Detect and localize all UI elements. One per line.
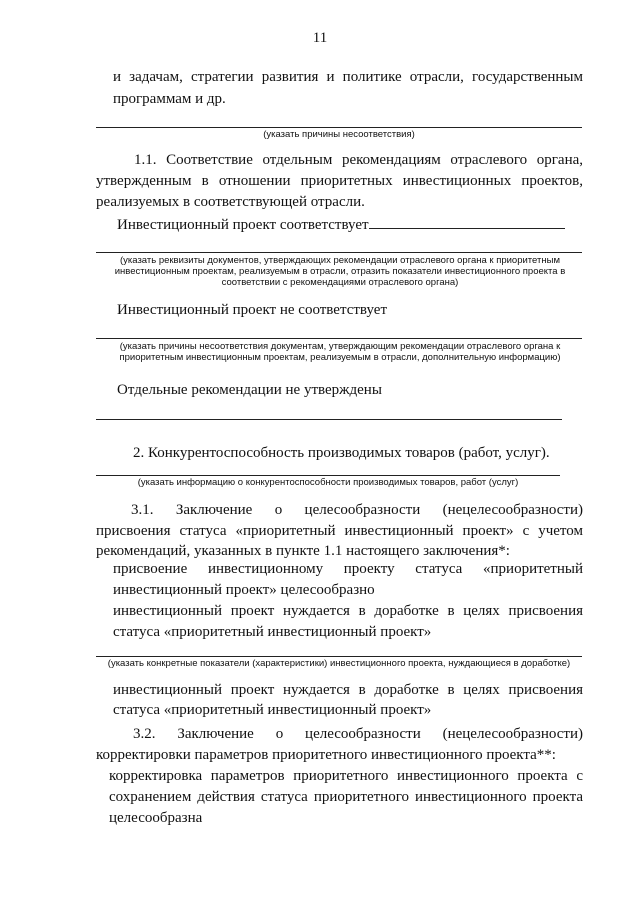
project-complies-row bbox=[117, 214, 587, 235]
caption-competitiveness: (указать информацию о конкурентоспособности производимых товаров, работ (услуг) bbox=[137, 477, 519, 488]
option-adjust: корректировка параметров приоритетного инвестиционного проекта с сохранением действия статуса приоритетного инвестиционного проекта целесообразна bbox=[109, 768, 583, 826]
section-3-1: 3.1. Заключение о целесообразности (нецелесообразности) присвоения статуса «приоритетный инвестиционный проект» с учетом рекомендаций, указанных в пункте 1.1 настоящего заключения*: bbox=[96, 502, 583, 559]
not-complies-line bbox=[96, 338, 582, 339]
section-2: 2. Конкурентоспособность производимых товаров (работ, услуг). bbox=[133, 445, 550, 461]
caption-indicators: (указать конкретные показатели (характеристики) инвестиционного проекта, нуждающиеся в доработке) bbox=[107, 658, 571, 669]
caption-complies: (указать реквизиты документов, утверждающих рекомендации отраслевого органа к приоритетным инвестиционным проектам, реализуемым в отрасли, отразить показатели инвестиционного проекта в соответствии с рекомендациями отраслевого органа) bbox=[114, 255, 566, 288]
project-not-complies: Инвестиционный проект не соответствует bbox=[117, 302, 387, 318]
option-assign: присвоение инвестиционному проекту статуса «приоритетный инвестиционный проект» целесообразно bbox=[113, 561, 583, 598]
section-1-1: 1.1. Соответствие отдельным рекомендациям отраслевого органа, утвержденным в отношении приоритетных инвестиционных проектов, реализуемых в соответствующей отрасли. bbox=[96, 152, 583, 210]
complies-line bbox=[96, 252, 582, 253]
recommendations-line bbox=[96, 419, 562, 420]
indicators-line bbox=[96, 656, 582, 657]
section-3-2: 3.2. Заключение о целесообразности (нецелесообразности) корректировки параметров приоритетного инвестиционного проекта**: bbox=[96, 726, 583, 763]
competitiveness-line bbox=[96, 475, 560, 476]
complies-blank-line bbox=[369, 214, 565, 229]
recommendations-not-approved: Отдельные рекомендации не утверждены bbox=[117, 382, 382, 398]
caption-not-complies: (указать причины несоответствия документам, утверждающим рекомендации отраслевого органа к приоритетным инвестиционным проектам, реализуемым в отрасли, дополнительную информацию) bbox=[119, 341, 561, 363]
caption-reasons: (указать причины несоответствия) bbox=[263, 129, 415, 140]
page-number: 11 bbox=[312, 30, 328, 46]
intro-continuation: и задачам, стратегии развития и политике отрасли, государственным программам и др. bbox=[113, 69, 583, 107]
reasons-line bbox=[96, 127, 582, 128]
project-complies-label: Инвестиционный проект соответствует bbox=[117, 217, 369, 233]
option-needs-work-1: инвестиционный проект нуждается в доработке в целях присвоения статуса «приоритетный инвестиционный проект» bbox=[113, 603, 583, 640]
option-needs-work-2: инвестиционный проект нуждается в доработке в целях присвоения статуса «приоритетный инвестиционный проект» bbox=[113, 682, 583, 718]
